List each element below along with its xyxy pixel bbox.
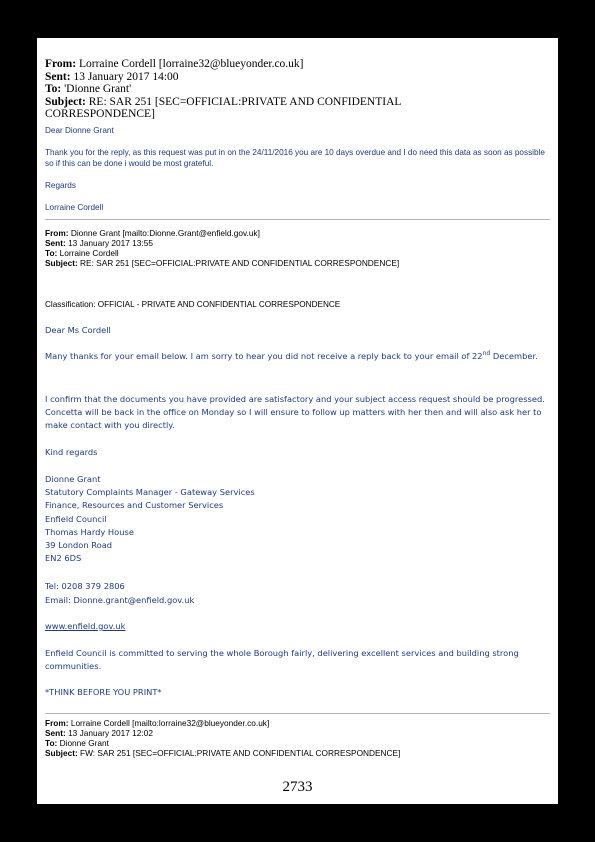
email1-regards: Regards [45, 181, 76, 190]
email3-from-row [45, 718, 550, 728]
email3-subject-row [45, 748, 550, 758]
separator [45, 713, 550, 714]
sent-label: Sent: [45, 70, 71, 83]
separator [45, 219, 550, 220]
email1-body: Thank you for the reply, as this request was put in on the 24/11/2016 you are 10 days overdue and I do need this data as soon as possible so if this can be done i would be most grateful. [45, 148, 545, 168]
email2-from-row [45, 228, 550, 238]
email1-signature: Lorraine Cordell [45, 203, 104, 212]
document-page [37, 38, 558, 804]
email2-print-note: *THINK BEFORE YOU PRINT* [45, 687, 162, 697]
sig-postcode: EN2 6DS [45, 553, 82, 564]
email3-from: Lorraine Cordell [mailto:lorraine32@blueyonder.co.uk] [70, 718, 270, 728]
to-label: To: [45, 738, 58, 748]
email1-from: Lorraine Cordell [lorraine32@blueyonder.co.uk] [78, 58, 304, 70]
sent-label: Sent: [45, 238, 66, 248]
email2-para1-text: Many thanks for your email below. I am sorry to hear you did not receive a reply back to your email of 22 [45, 351, 483, 361]
sig-title: Statutory Complaints Manager - Gateway Services [45, 487, 255, 498]
email2-header [45, 228, 550, 268]
sig-telephone: Tel: 0208 379 2806 [45, 581, 125, 591]
sig-address-line1: Thomas Hardy House [45, 526, 134, 537]
email3-header [45, 718, 550, 758]
email2-from: Dionne Grant [mailto:Dionne.Grant@enfield.gov.uk] [70, 228, 260, 238]
email3-to-row [45, 738, 550, 748]
email2-para2: I confirm that the documents you have provided are satisfactory and your subject access request should be progressed. Concetta will be back in the office on Monday so I will ensure to follow up matters with her then and will also ask her to make contact with you directly. [45, 394, 545, 431]
email1-to-row [45, 83, 550, 96]
email2-to-row [45, 248, 550, 258]
email1-header [45, 58, 550, 121]
sig-email: Email: Dionne.grant@enfield.gov.uk [45, 595, 195, 605]
email2-footer-statement: Enfield Council is committed to serving the whole Borough fairly, delivering excellent services and building strong communities. [45, 648, 519, 672]
subject-label: Subject: [45, 258, 78, 268]
from-label: From: [45, 718, 69, 728]
email1-sent: 13 January 2017 14:00 [73, 70, 179, 83]
email1-subject-row [45, 96, 550, 109]
email2-para1-end: December. [492, 351, 538, 361]
email2-para1-sup: nd [482, 350, 491, 358]
email2-para1 [45, 350, 550, 363]
subject-label: Subject: [45, 95, 86, 108]
email1-subject-cont: CORRESPONDENCE] [45, 108, 155, 121]
to-label: To: [45, 248, 58, 258]
sig-address-line2: 39 London Road [45, 540, 113, 551]
email2-subject: RE: SAR 251 [SEC=OFFICIAL:PRIVATE AND CONFIDENTIAL CORRESPONDENCE] [80, 258, 400, 268]
sent-label: Sent: [45, 728, 66, 738]
from-label: From: [45, 228, 69, 238]
email2-closing: Kind regards [45, 447, 98, 457]
email2-greeting: Dear Ms Cordell [45, 325, 111, 335]
sig-organisation: Enfield Council [45, 513, 107, 524]
email3-subject: FW: SAR 251 [SEC=OFFICIAL:PRIVATE AND CONFIDENTIAL CORRESPONDENCE] [80, 748, 401, 758]
sig-department: Finance, Resources and Customer Services [45, 500, 224, 511]
email3-sent: 13 January 2017 12:02 [68, 728, 153, 738]
email3-to: Dionne Grant [59, 738, 109, 748]
from-label: From: [45, 58, 77, 70]
page-number: 2733 [282, 779, 313, 795]
email1-to: 'Dionne Grant' [64, 83, 132, 96]
email2-to: Lorraine Cordell [59, 248, 119, 258]
email3-sent-row [45, 728, 550, 738]
to-label: To: [45, 83, 62, 96]
email2-subject-row [45, 258, 550, 268]
email1-from-row [45, 58, 550, 71]
subject-label: Subject: [45, 748, 78, 758]
email2-sent: 13 January 2017 13:55 [68, 238, 153, 248]
website-link[interactable]: www.enfield.gov.uk [45, 621, 126, 631]
email1-sent-row [45, 71, 550, 84]
email2-sent-row [45, 238, 550, 248]
email2-signature-block [45, 473, 550, 565]
email1-subject: RE: SAR 251 [SEC=OFFICIAL:PRIVATE AND CONFIDENTIAL [88, 95, 402, 108]
email1-greeting: Dear Dionne Grant [45, 126, 114, 135]
email2-classification: Classification: OFFICIAL - PRIVATE AND CONFIDENTIAL CORRESPONDENCE [45, 300, 341, 309]
sig-name: Dionne Grant [45, 474, 101, 484]
